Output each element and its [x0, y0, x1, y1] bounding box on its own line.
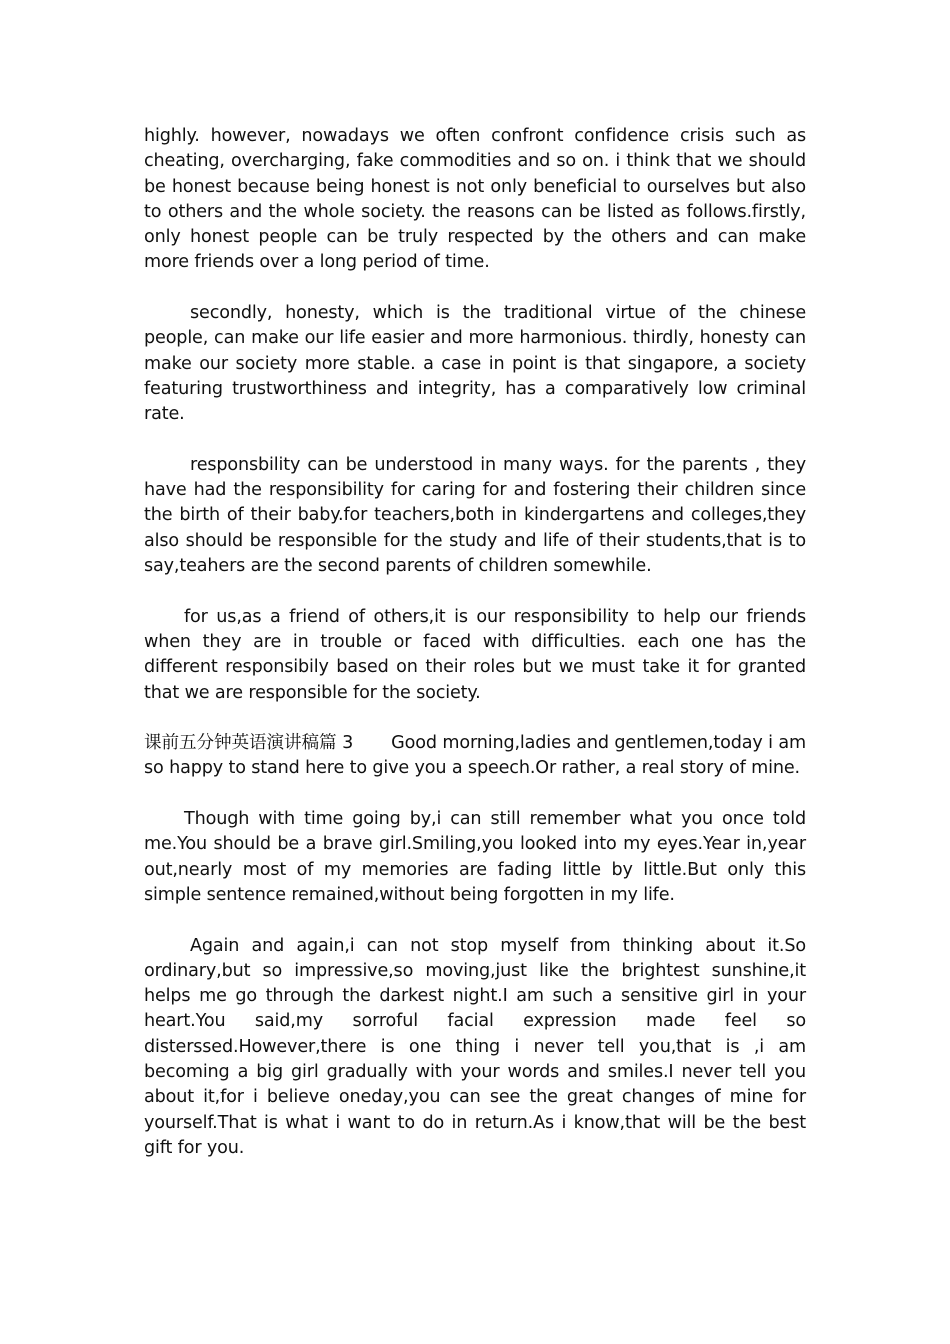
section-heading: 课前五分钟英语演讲稿篇 3: [144, 733, 354, 754]
paragraph-responsibility-parents: responsbility can be understood in many ways. for the parents , they have had the responsibility for caring for and fostering their children since the birth of their baby.for teachers,both in kindergartens and colleges,they also should be responsible for the study and life of their students,that is to say,teahers are the second parents of children somewhile.: [144, 454, 806, 577]
paragraph-speech-3-opening: [144, 731, 806, 782]
paragraph-speech-3-text: Good morning,ladies and gentlemen,today i am so happy to stand here to give you a speech.Or rather, a real story of mine.: [144, 733, 806, 779]
paragraph-responsibility-friends: for us,as a friend of others,it is our responsibility to help our friends when they are in trouble or faced with difficulties. each one has the different responsibily based on their roles but we must take it for granted that we are responsible for the society.: [144, 606, 806, 703]
paragraph-honesty-reasons: secondly, honesty, which is the traditional virtue of the chinese people, can make our life easier and more harmonious. thirdly, honesty can make our society more stable. a case in point is that singapore, a society featuring trustworthiness and integrity, has a comparatively low criminal rate.: [144, 303, 806, 425]
paragraph-brave-girl: Though with time going by,i can still remember what you once told me.You should be a brave girl.Smiling,you looked into my eyes.Year in,year out,nearly most of my memories are fading little by little.But only this simple sentence remained,without being forgotten in my life.: [144, 809, 806, 905]
paragraph-honesty-intro: highly. however, nowadays we often confront confidence crisis such as cheating, overcharging, fake commodities and so on. i think that we should be honest because being honest is not only beneficial to ourselves but also to others and the whole society. the reasons can be listed as follows.firstly, only honest people can be truly respected by the others and can make more friends over a long period of time.: [144, 126, 806, 273]
paragraph-again-and-again: Again and again,i can not stop myself from thinking about it.So ordinary,but so impressive,so moving,just like the brightest sunshine,it helps me go through the darkest night.I am such a sensitive girl in your heart.You said,my sorroful facial expression made feel so disterssed.However,there is one thing i never tell you,that is ,i am becoming a big girl gradually with your words and smiles.I never tell you about it,for i believe oneday,you can see the great changes of mine for yourself.That is what i want to do in return.As i know,that will be the best gift for you.: [144, 935, 806, 1158]
document-page: [144, 124, 806, 1186]
